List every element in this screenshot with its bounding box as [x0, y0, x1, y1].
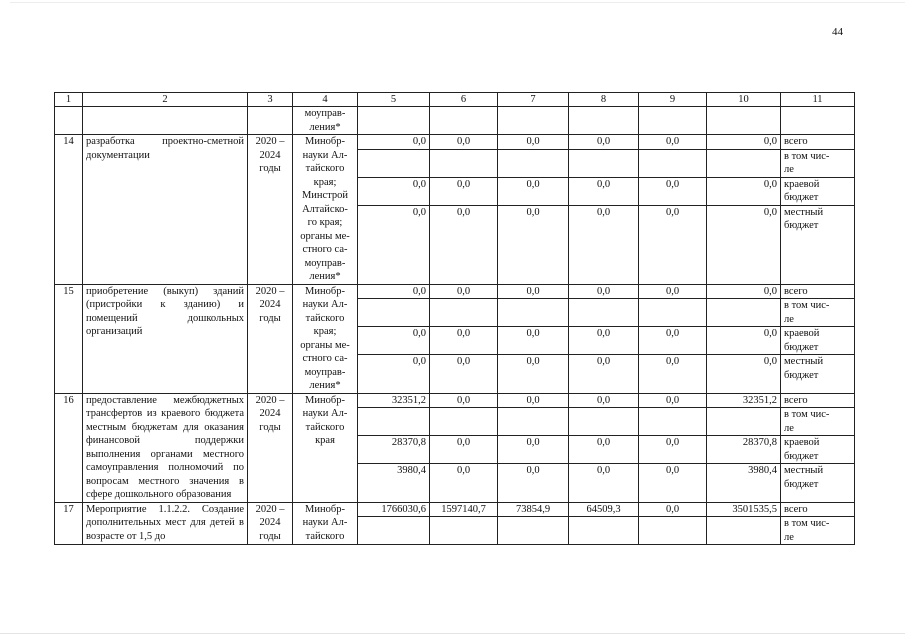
cell-label: местный бюджет	[781, 464, 855, 503]
cell-value: 0,0	[498, 327, 569, 355]
cell-value	[498, 408, 569, 436]
cell-period: 2020 – 2024 годы	[248, 393, 293, 502]
header-cell: 2	[83, 93, 248, 107]
cell-no: 17	[55, 502, 83, 545]
cell-value: 0,0	[707, 177, 781, 205]
cell-value	[430, 517, 498, 545]
cell-value	[430, 107, 498, 135]
cell-period: 2020 – 2024 годы	[248, 135, 293, 285]
cell-value: 0,0	[639, 436, 707, 464]
cell-value	[358, 517, 430, 545]
cell-value: 0,0	[569, 205, 639, 284]
cell-value: 0,0	[707, 135, 781, 150]
cell-value	[639, 517, 707, 545]
cell-value	[639, 149, 707, 177]
header-cell: 6	[430, 93, 498, 107]
cell-value	[358, 408, 430, 436]
cell-value: 0,0	[639, 177, 707, 205]
cell-value: 0,0	[430, 177, 498, 205]
cell-name: предоставление межбюджетных трансфертов из краевого бюджета местным бюджетам для оказания финансовой поддержки выполнения органами местного самоуправления полномочий по вопросам местного значения в сфере дошкольного образования	[83, 393, 248, 502]
cell-value	[569, 408, 639, 436]
cell-value: 0,0	[430, 464, 498, 503]
cell-value	[569, 517, 639, 545]
cell-value	[358, 107, 430, 135]
cell-value: 0,0	[430, 205, 498, 284]
cell-no: 14	[55, 135, 83, 285]
cell-value	[498, 149, 569, 177]
cell-name	[83, 107, 248, 135]
header-cell: 8	[569, 93, 639, 107]
cell-value: 0,0	[569, 135, 639, 150]
cell-value: 0,0	[707, 284, 781, 299]
cell-value: 3980,4	[707, 464, 781, 503]
scan-bottom-edge	[0, 633, 905, 634]
cell-period: 2020 – 2024 годы	[248, 502, 293, 545]
cell-value	[639, 107, 707, 135]
cell-value: 28370,8	[358, 436, 430, 464]
scan-top-edge	[10, 2, 905, 3]
cell-value: 0,0	[569, 464, 639, 503]
cell-value	[707, 408, 781, 436]
cell-value	[498, 299, 569, 327]
cell-value	[358, 149, 430, 177]
cell-label: в том чис- ле	[781, 299, 855, 327]
cell-value	[498, 107, 569, 135]
cell-name: Мероприятие 1.1.2.2. Создание дополнительных мест для детей в возрасте от 1,5 до	[83, 502, 248, 545]
budget-table	[54, 92, 855, 545]
cell-label: в том чис- ле	[781, 149, 855, 177]
header-cell: 5	[358, 93, 430, 107]
cell-label: местный бюджет	[781, 205, 855, 284]
cell-value	[707, 517, 781, 545]
cell-executor: Минобр- науки Ал- тайского края	[293, 393, 358, 502]
cell-value: 0,0	[430, 135, 498, 150]
cell-value: 0,0	[358, 327, 430, 355]
cell-value: 0,0	[569, 355, 639, 394]
cell-executor: Минобр- науки Ал- тайского	[293, 502, 358, 545]
header-cell: 1	[55, 93, 83, 107]
cell-label: всего	[781, 135, 855, 150]
cell-label	[781, 107, 855, 135]
cell-value: 0,0	[430, 327, 498, 355]
cell-value	[358, 299, 430, 327]
cell-value	[430, 299, 498, 327]
cell-value	[707, 149, 781, 177]
cell-label: краевой бюджет	[781, 327, 855, 355]
header-cell: 10	[707, 93, 781, 107]
cell-value: 0,0	[498, 355, 569, 394]
cell-value: 3501535,5	[707, 502, 781, 517]
continuation-row	[55, 107, 855, 135]
cell-value	[639, 408, 707, 436]
cell-value: 0,0	[498, 205, 569, 284]
cell-value: 0,0	[498, 393, 569, 408]
cell-value: 0,0	[639, 205, 707, 284]
cell-value: 0,0	[430, 284, 498, 299]
cell-value: 0,0	[639, 393, 707, 408]
cell-value: 32351,2	[358, 393, 430, 408]
cell-label: краевой бюджет	[781, 436, 855, 464]
cell-no	[55, 107, 83, 135]
cell-value: 0,0	[498, 177, 569, 205]
cell-value: 0,0	[707, 327, 781, 355]
cell-value: 0,0	[639, 327, 707, 355]
cell-value	[430, 408, 498, 436]
cell-name: разработка проектно-сметной документации	[83, 135, 248, 285]
cell-value: 0,0	[639, 284, 707, 299]
cell-value: 0,0	[358, 284, 430, 299]
cell-value: 32351,2	[707, 393, 781, 408]
cell-value	[569, 299, 639, 327]
cell-name: приобретение (выкуп) зданий (пристройки к зданию) и помещений дошкольных организаций	[83, 284, 248, 393]
cell-value: 73854,9	[498, 502, 569, 517]
cell-value	[707, 107, 781, 135]
entry-row	[55, 502, 855, 517]
cell-label: местный бюджет	[781, 355, 855, 394]
cell-value: 0,0	[639, 135, 707, 150]
cell-value: 0,0	[430, 436, 498, 464]
cell-value: 0,0	[430, 355, 498, 394]
cell-value: 0,0	[498, 135, 569, 150]
header-cell: 9	[639, 93, 707, 107]
cell-value	[430, 149, 498, 177]
header-cell: 7	[498, 93, 569, 107]
cell-value: 0,0	[358, 355, 430, 394]
cell-no: 15	[55, 284, 83, 393]
cell-value: 1597140,7	[430, 502, 498, 517]
entry-row	[55, 393, 855, 408]
cell-value: 0,0	[569, 327, 639, 355]
cell-executor: Минобр- науки Ал- тайского края; Минстрой Алтайско- го края; органы ме- стного са- моуправ- ления*	[293, 135, 358, 285]
cell-value: 0,0	[639, 464, 707, 503]
cell-value: 0,0	[358, 205, 430, 284]
cell-value: 0,0	[707, 205, 781, 284]
cell-value	[498, 517, 569, 545]
cell-label: краевой бюджет	[781, 177, 855, 205]
cell-no: 16	[55, 393, 83, 502]
cell-value: 0,0	[639, 355, 707, 394]
cell-value	[569, 107, 639, 135]
cell-value: 1766030,6	[358, 502, 430, 517]
cell-value: 3980,4	[358, 464, 430, 503]
cell-executor: моуправ- ления*	[293, 107, 358, 135]
cell-label: в том чис- ле	[781, 517, 855, 545]
header-cell: 11	[781, 93, 855, 107]
cell-label: всего	[781, 502, 855, 517]
cell-value: 0,0	[569, 436, 639, 464]
cell-value	[569, 149, 639, 177]
cell-value: 0,0	[569, 393, 639, 408]
cell-value: 0,0	[430, 393, 498, 408]
cell-label: всего	[781, 393, 855, 408]
header-cell: 3	[248, 93, 293, 107]
cell-value: 0,0	[498, 436, 569, 464]
cell-period	[248, 107, 293, 135]
cell-value: 0,0	[639, 502, 707, 517]
header-cell: 4	[293, 93, 358, 107]
cell-value	[707, 299, 781, 327]
cell-executor: Минобр- науки Ал- тайского края; органы ме- стного са- моуправ- ления*	[293, 284, 358, 393]
cell-value	[639, 299, 707, 327]
cell-value: 0,0	[569, 177, 639, 205]
cell-value: 0,0	[358, 135, 430, 150]
cell-value: 0,0	[569, 284, 639, 299]
cell-value: 0,0	[358, 177, 430, 205]
cell-period: 2020 – 2024 годы	[248, 284, 293, 393]
cell-value: 28370,8	[707, 436, 781, 464]
page-number: 44	[832, 26, 843, 38]
cell-label: всего	[781, 284, 855, 299]
cell-value: 0,0	[707, 355, 781, 394]
header-row	[55, 93, 855, 107]
cell-value: 64509,3	[569, 502, 639, 517]
cell-value: 0,0	[498, 284, 569, 299]
cell-label: в том чис- ле	[781, 408, 855, 436]
entry-row	[55, 284, 855, 299]
entry-row	[55, 135, 855, 150]
cell-value: 0,0	[498, 464, 569, 503]
